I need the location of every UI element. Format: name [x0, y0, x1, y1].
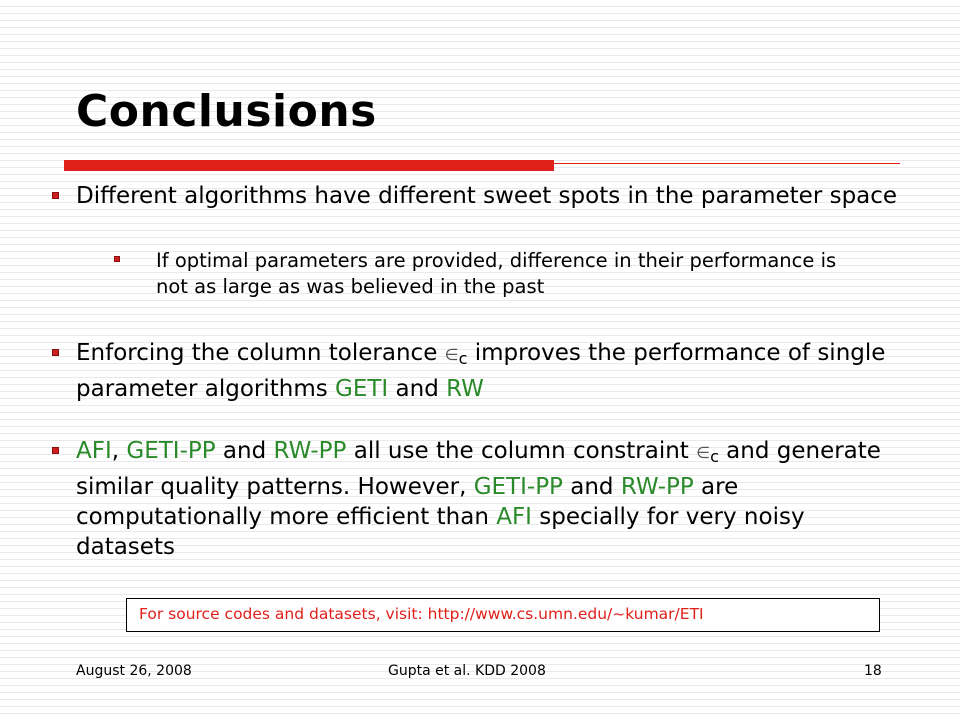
epsilon-symbol: ∈: [696, 443, 711, 462]
algorithm-name: RW-PP: [620, 474, 694, 500]
algorithm-name: AFI: [76, 438, 112, 464]
epsilon-subscript: c: [710, 447, 719, 466]
sub-bullet-1-text: If optimal parameters are provided, difference in their performance is not as large as was believed in the past: [156, 249, 837, 298]
bullet-1: [52, 181, 906, 211]
epsilon-symbol: ∈: [444, 345, 459, 364]
algorithm-name: RW-PP: [273, 438, 347, 464]
bullet-marker-icon: [52, 349, 59, 356]
algorithm-name: GETI-PP: [473, 474, 563, 500]
bullet-3: [52, 436, 906, 562]
algorithm-name: AFI: [496, 504, 532, 530]
bullet-1-text: Different algorithms have different sweet spots in the parameter space: [76, 183, 898, 209]
source-code-note: For source codes and datasets, visit: http://www.cs.umn.edu/~kumar/ETI: [126, 598, 880, 632]
title-underline-line: [554, 163, 900, 164]
bullet-3-text: AFI, GETI-PP and RW-PP all use the column constraint $\in_c$ and generate similar quality patterns. However, GETI-PP and RW-PP are computationally more efficient than AFI specially for very noisy datasets: [76, 438, 881, 560]
footer-center: Gupta et al. KDD 2008: [388, 663, 546, 679]
bullet-2: [52, 338, 906, 404]
algorithm-name: GETI: [335, 376, 389, 402]
epsilon-subscript: c: [458, 349, 468, 368]
title-underline-bar: [64, 160, 554, 171]
bullet-2-text: Enforcing the column tolerance $\in_c$ improves the performance of single parameter algorithms GETI and RW: [76, 340, 886, 402]
sub-bullet-1: [114, 248, 856, 300]
algorithm-name: RW: [446, 376, 484, 402]
slide-title: Conclusions: [76, 86, 377, 137]
bullet-marker-icon: [52, 192, 59, 199]
algorithm-name: GETI-PP: [126, 438, 216, 464]
bullet-marker-icon: [52, 447, 59, 454]
footer-page-number: 18: [864, 663, 882, 679]
sub-bullet-marker-icon: [114, 256, 120, 262]
footer-date: August 26, 2008: [76, 663, 192, 679]
